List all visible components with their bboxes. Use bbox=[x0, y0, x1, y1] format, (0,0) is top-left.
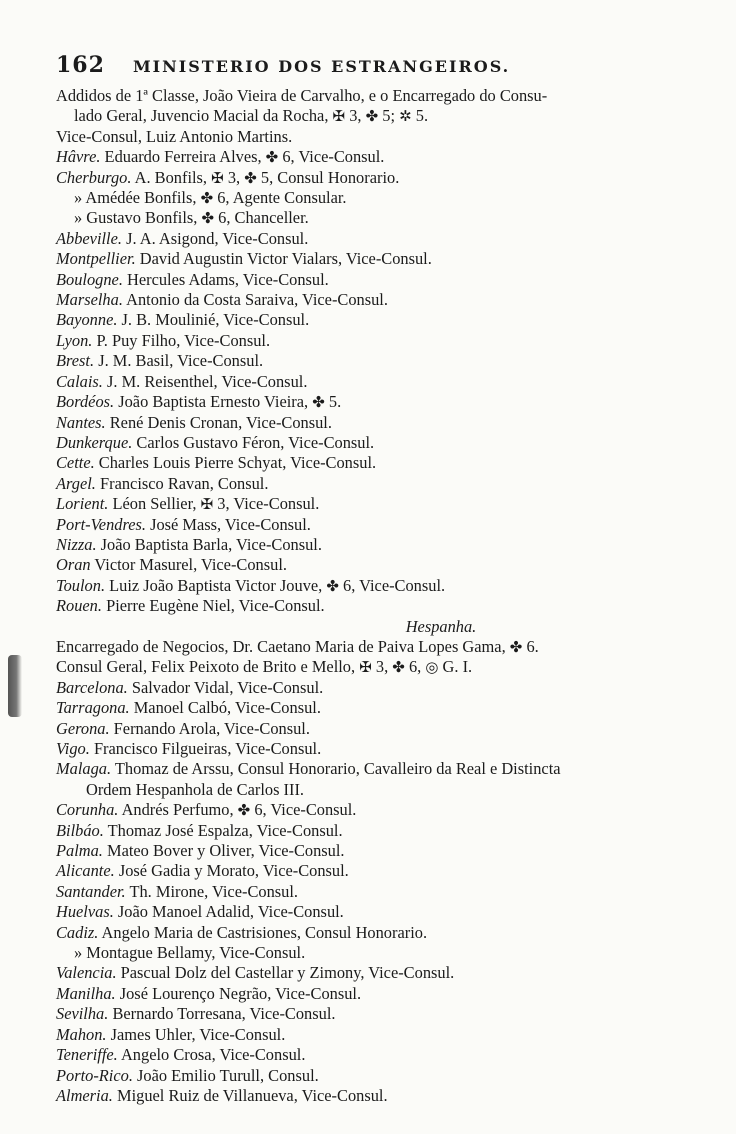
place-name: Marselha. bbox=[56, 290, 123, 310]
text-line bbox=[56, 270, 696, 290]
entry-text: Miguel Ruiz de Villanueva, Vice-Consul. bbox=[112, 1085, 388, 1105]
order-insignia-icon: ✤ bbox=[201, 211, 215, 228]
entry-text: João Emilio Turull, Consul. bbox=[132, 1065, 319, 1085]
entry-text: 6, bbox=[404, 657, 426, 677]
order-insignia-icon: ✠ bbox=[359, 660, 372, 677]
text-line bbox=[56, 739, 696, 759]
entry-text: Pierre Eugène Niel, Vice-Consul. bbox=[101, 596, 325, 616]
entry-text: Luiz João Baptista Victor Jouve, bbox=[105, 575, 327, 595]
place-name: Argel. bbox=[56, 473, 96, 493]
entry-text: Thomaz de Arssu, Consul Honorario, Cavalleiro da Real e Distincta bbox=[111, 759, 561, 779]
text-line bbox=[56, 249, 696, 269]
entry-text: Eduardo Ferreira Alves, bbox=[100, 147, 266, 167]
place-name: Cadiz. bbox=[56, 922, 99, 942]
text-line bbox=[56, 1045, 696, 1065]
text-line bbox=[56, 963, 696, 983]
entry-text: Th. Mirone, Vice-Consul. bbox=[125, 881, 298, 901]
entry-text: René Denis Cronan, Vice-Consul. bbox=[105, 412, 332, 432]
consular-list bbox=[56, 86, 696, 1106]
place-name: Lyon. bbox=[56, 330, 93, 350]
page-number: 162 bbox=[56, 52, 105, 78]
text-line bbox=[56, 351, 696, 371]
entry-text: 5; bbox=[378, 106, 400, 126]
text-line bbox=[56, 413, 696, 433]
entry-text: 6, Chanceller. bbox=[214, 208, 309, 228]
entry-text: Bernardo Torresana, Vice-Consul. bbox=[108, 1004, 336, 1024]
place-name: Cherburgo. bbox=[56, 167, 132, 187]
text-line bbox=[56, 208, 696, 228]
section-heading: Hespanha. bbox=[405, 616, 477, 636]
text-line bbox=[56, 310, 696, 330]
entry-text: Charles Louis Pierre Schyat, Vice-Consul. bbox=[94, 453, 377, 473]
text-line bbox=[56, 86, 696, 106]
text-line bbox=[56, 555, 696, 575]
entry-text: James Uhler, Vice-Consul. bbox=[106, 1024, 286, 1044]
place-name: Rouen. bbox=[56, 596, 102, 616]
entry-text: Vice-Consul, Luiz Antonio Martins. bbox=[56, 126, 293, 146]
place-name: Vigo. bbox=[56, 739, 90, 758]
order-insignia-icon: ✤ bbox=[326, 578, 339, 595]
place-name: Hâvre. bbox=[56, 147, 101, 167]
order-insignia-icon: ✤ bbox=[265, 150, 279, 167]
text-line bbox=[56, 841, 696, 861]
order-insignia-icon: ✠ bbox=[332, 109, 346, 126]
text-line bbox=[56, 188, 696, 208]
place-name: Palma. bbox=[56, 841, 103, 861]
place-name: Bayonne. bbox=[56, 310, 118, 330]
text-line bbox=[56, 943, 696, 963]
text-line bbox=[56, 331, 696, 351]
text-line bbox=[56, 147, 696, 167]
place-name: Alicante. bbox=[56, 861, 115, 881]
entry-text: » Montague Bellamy, Vice-Consul. bbox=[74, 943, 306, 963]
order-insignia-icon: ✤ bbox=[237, 803, 251, 820]
entry-text: 6. bbox=[522, 636, 539, 656]
text-line bbox=[56, 494, 696, 514]
text-line bbox=[56, 372, 696, 392]
text-line bbox=[56, 657, 696, 677]
entry-text: Fernando Arola, Vice-Consul. bbox=[109, 718, 310, 738]
entry-text: 5. bbox=[324, 392, 342, 412]
place-name: Port-Vendres. bbox=[56, 514, 146, 534]
place-name: Tarragona. bbox=[56, 698, 130, 718]
entry-text: João Baptista Ernesto Vieira, bbox=[114, 392, 313, 412]
text-line bbox=[56, 984, 696, 1004]
entry-text: João Manoel Adalid, Vice-Consul. bbox=[113, 902, 344, 922]
entry-text: 3, bbox=[223, 167, 245, 187]
entry-text: David Augustin Victor Vialars, Vice-Consul. bbox=[135, 249, 432, 269]
place-name: Brest. bbox=[56, 351, 95, 371]
entry-text: Addidos de 1ª Classe, João Vieira de Carvalho, e o Encarregado do Consu- bbox=[56, 86, 548, 105]
text-line bbox=[56, 127, 696, 147]
text-line bbox=[56, 515, 696, 535]
entry-text: 6, Vice-Consul. bbox=[278, 147, 385, 167]
place-name: Porto-Rico. bbox=[56, 1065, 133, 1085]
entry-text: Manoel Calbó, Vice-Consul. bbox=[129, 698, 321, 718]
place-name: Oran bbox=[56, 555, 91, 575]
place-name: Barcelona. bbox=[56, 677, 128, 697]
entry-text: José Lourenço Negrão, Vice-Consul. bbox=[115, 983, 362, 1003]
place-name: Nizza. bbox=[56, 534, 97, 554]
order-insignia-icon: ✤ bbox=[312, 395, 325, 412]
text-line bbox=[56, 474, 696, 494]
entry-text: Carlos Gustavo Féron, Vice-Consul. bbox=[132, 432, 375, 452]
text-line bbox=[56, 1004, 696, 1024]
entry-text: Consul Geral, Felix Peixoto de Brito e Mello, bbox=[56, 657, 360, 677]
text-line bbox=[56, 861, 696, 881]
text-line bbox=[56, 902, 696, 922]
text-line bbox=[56, 392, 696, 412]
place-name: Sevilha. bbox=[56, 1004, 109, 1024]
order-insignia-icon: ✤ bbox=[509, 639, 523, 656]
entry-text: G. I. bbox=[438, 657, 473, 677]
entry-text: Pascual Dolz del Castellar y Zimony, Vice-Consul. bbox=[116, 963, 455, 983]
entry-text: Hercules Adams, Vice-Consul. bbox=[122, 269, 329, 289]
entry-text: 6, Vice-Consul. bbox=[338, 575, 446, 595]
entry-text: 6, Vice-Consul. bbox=[250, 800, 357, 820]
text-line bbox=[56, 821, 696, 841]
place-name: Calais. bbox=[56, 371, 103, 391]
text-line bbox=[56, 1025, 696, 1045]
entry-text: Angelo Crosa, Vice-Consul. bbox=[117, 1045, 306, 1065]
entry-text: Mateo Bover y Oliver, Vice-Consul. bbox=[102, 841, 345, 861]
text-line bbox=[56, 698, 696, 718]
entry-text: Léon Sellier, bbox=[108, 494, 201, 514]
entry-text: José Gadia y Morato, Vice-Consul. bbox=[114, 861, 349, 881]
place-name: Almeria. bbox=[56, 1085, 113, 1105]
order-insignia-icon: ✲ bbox=[399, 109, 412, 126]
order-insignia-icon: ✤ bbox=[392, 660, 405, 677]
text-line bbox=[56, 453, 696, 473]
place-name: Valencia. bbox=[56, 963, 117, 983]
entry-text: 3, bbox=[345, 106, 366, 126]
place-name: Montpellier. bbox=[56, 249, 136, 269]
entry-text: Encarregado de Negocios, Dr. Caetano Maria de Paiva Lopes Gama, bbox=[56, 636, 510, 656]
entry-text: J. B. Moulinié, Vice-Consul. bbox=[117, 310, 310, 330]
page-edge-mark bbox=[8, 655, 22, 717]
entry-text: 6, Agente Consular. bbox=[213, 188, 347, 208]
place-name: Gerona. bbox=[56, 718, 110, 738]
place-name: Santander. bbox=[56, 881, 126, 901]
entry-text: » Amédée Bonfils, bbox=[74, 188, 201, 208]
place-name: Manilha. bbox=[56, 983, 116, 1003]
order-insignia-icon: ✠ bbox=[211, 170, 224, 187]
place-name: Mahon. bbox=[56, 1024, 107, 1044]
text-line bbox=[56, 229, 696, 249]
order-insignia-icon: ✤ bbox=[365, 109, 379, 126]
text-line bbox=[56, 759, 696, 779]
text-line bbox=[56, 106, 696, 126]
order-insignia-icon: ✤ bbox=[244, 170, 257, 187]
entry-text: Francisco Ravan, Consul. bbox=[95, 473, 269, 493]
text-line bbox=[56, 637, 696, 657]
text-line bbox=[56, 290, 696, 310]
place-name: Cette. bbox=[56, 453, 95, 473]
entry-text: José Mass, Vice-Consul. bbox=[145, 514, 311, 534]
place-name: Abbeville. bbox=[56, 228, 122, 248]
place-name: Toulon. bbox=[56, 575, 106, 595]
entry-text: P. Puy Filho, Vice-Consul. bbox=[92, 330, 271, 350]
text-line bbox=[56, 617, 696, 637]
entry-text: Victor Masurel, Vice-Consul. bbox=[90, 555, 287, 575]
entry-text: João Baptista Barla, Vice-Consul. bbox=[96, 534, 322, 554]
entry-text: Andrés Perfumo, bbox=[118, 800, 238, 820]
entry-text: Francisco Filgueiras, Vice-Consul. bbox=[89, 739, 322, 758]
text-line bbox=[56, 596, 696, 616]
place-name: Malaga. bbox=[56, 759, 112, 779]
entry-text: J. A. Asigond, Vice-Consul. bbox=[122, 228, 309, 248]
book-page bbox=[56, 52, 696, 1106]
place-name: Bilbáo. bbox=[56, 820, 104, 840]
place-name: Boulogne. bbox=[56, 269, 123, 289]
text-line bbox=[56, 882, 696, 902]
text-line bbox=[56, 535, 696, 555]
entry-text: Angelo Maria de Castrisiones, Consul Honorario. bbox=[98, 922, 428, 942]
entry-text: lado Geral, Juvencio Macial da Rocha, bbox=[74, 106, 333, 126]
text-line bbox=[56, 719, 696, 739]
text-line bbox=[56, 800, 696, 820]
running-title: MINISTERIO DOS ESTRANGEIROS. bbox=[132, 57, 511, 76]
entry-text: Ordem Hespanhola de Carlos III. bbox=[86, 779, 305, 799]
place-name: Huelvas. bbox=[56, 902, 114, 922]
entry-text: Antonio da Costa Saraiva, Vice-Consul. bbox=[122, 290, 388, 310]
place-name: Nantes. bbox=[56, 412, 106, 432]
text-line bbox=[56, 433, 696, 453]
order-insignia-icon: ✤ bbox=[200, 191, 214, 208]
place-name: Bordéos. bbox=[56, 392, 115, 412]
text-line bbox=[56, 780, 696, 800]
order-insignia-icon: ✠ bbox=[200, 497, 214, 514]
entry-text: 3, Vice-Consul. bbox=[213, 494, 320, 514]
order-insignia-icon: ◎ bbox=[425, 660, 439, 677]
text-line bbox=[56, 576, 696, 596]
text-line bbox=[56, 1086, 696, 1106]
text-line bbox=[56, 1066, 696, 1086]
entry-text: A. Bonfils, bbox=[131, 167, 212, 187]
page-header bbox=[56, 52, 696, 86]
place-name: Corunha. bbox=[56, 800, 119, 820]
entry-text: 5. bbox=[411, 106, 429, 126]
text-line bbox=[56, 168, 696, 188]
entry-text: » Gustavo Bonfils, bbox=[74, 208, 202, 228]
place-name: Lorient. bbox=[56, 494, 109, 514]
entry-text: J. M. Reisenthel, Vice-Consul. bbox=[102, 371, 308, 391]
entry-text: 3, bbox=[371, 657, 393, 677]
text-line bbox=[56, 678, 696, 698]
place-name: Teneriffe. bbox=[56, 1045, 118, 1065]
entry-text: Salvador Vidal, Vice-Consul. bbox=[127, 677, 324, 697]
entry-text: J. M. Basil, Vice-Consul. bbox=[94, 351, 264, 371]
text-line bbox=[56, 923, 696, 943]
entry-text: Thomaz José Espalza, Vice-Consul. bbox=[103, 820, 343, 840]
place-name: Dunkerque. bbox=[56, 432, 133, 452]
entry-text: 5, Consul Honorario. bbox=[256, 167, 400, 187]
